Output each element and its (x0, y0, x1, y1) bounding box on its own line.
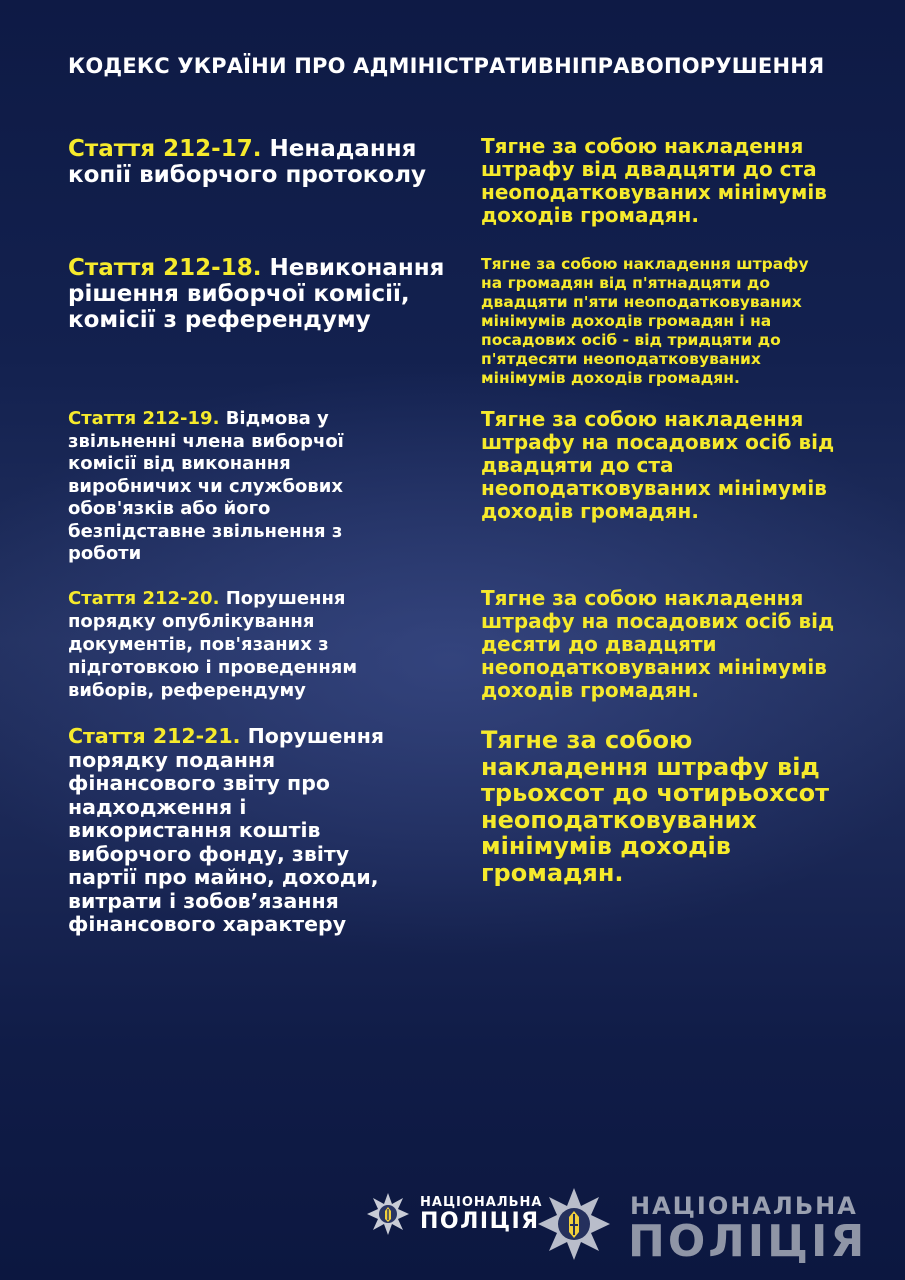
article-212-19 (68, 408, 460, 566)
penalty-line: доходів громадян. (481, 499, 699, 523)
article-line: виробничих чи службових (68, 475, 344, 497)
article-line: порядку опублікування (68, 611, 315, 632)
article-line: витрати і зобов’язання (68, 888, 339, 913)
penalty-line: громадян. (481, 858, 624, 887)
penalty-line: Тягне за собою накладення (481, 586, 804, 610)
penalty-line: доходів громадян. (481, 678, 699, 702)
penalty-212-17 (481, 135, 876, 227)
article-line: порядку подання (68, 747, 276, 772)
page-title: КОДЕКС УКРАЇНИ ПРО АДМІНІСТРАТИВНІПРАВОПОРУШЕННЯ (68, 54, 825, 78)
article-line: використання коштів (68, 818, 321, 842)
penalty-212-19 (481, 408, 876, 523)
penalty-line: неоподатковуваних мінімумів (481, 655, 827, 679)
penalty-line: штрафу від двадцяти до ста (481, 157, 817, 181)
article-line: комісії з референдуму (68, 307, 371, 333)
article-line (68, 725, 460, 749)
penalty-line: Тягне за собою накладення (481, 134, 804, 158)
logo-line-2: ПОЛІЦІЯ (420, 1209, 540, 1234)
penalty-line: мінімумів доходів громадян. (481, 369, 740, 387)
penalty-line: мінімумів доходів громадян і на (481, 312, 772, 330)
article-line: виборчого фонду, звіту (68, 841, 350, 866)
penalty-line: п'ятдесяти неоподатковуваних (481, 350, 761, 368)
penalty-line: неоподатковуваних мінімумів (481, 476, 827, 500)
penalty-212-21 (481, 727, 876, 886)
penalty-line: двадцяти до ста (481, 453, 674, 477)
article-line: фінансового звіту про (68, 771, 330, 795)
article-line: обов'язків або його (68, 498, 271, 519)
article-number: Стаття 212-20. (68, 588, 220, 609)
article-number: Стаття 212-17. (68, 136, 262, 162)
article-line: звільненні члена виборчої (68, 430, 344, 452)
article-line: виборів, референдуму (68, 680, 306, 701)
article-line: безпідставне звільнення з (68, 520, 343, 542)
article-number: Стаття 212-19. (68, 408, 220, 429)
article-line: копії виборчого протоколу (68, 162, 427, 188)
article-212-21 (68, 725, 460, 937)
article-text: Невиконання (261, 255, 445, 281)
penalty-line: Тягне за собою (481, 726, 693, 754)
article-line: роботи (68, 543, 142, 564)
article-212-20 (68, 587, 460, 702)
article-text: Порушення (240, 724, 385, 748)
penalty-line: трьохсот до чотирьохсот (481, 779, 830, 807)
penalty-line: штрафу на посадових осіб від (481, 430, 835, 454)
logo-line-2: ПОЛІЦІЯ (628, 1216, 868, 1267)
penalty-line: неоподатковуваних мінімумів (481, 180, 827, 204)
logo-line-1: НАЦІОНАЛЬНА (630, 1192, 858, 1220)
penalty-line: доходів громадян. (481, 203, 699, 227)
article-212-17 (68, 136, 460, 188)
penalty-line: десяти до двадцяти (481, 632, 717, 656)
article-line (68, 408, 460, 431)
article-line: підготовкою і проведенням (68, 657, 358, 678)
police-star-icon (536, 1186, 612, 1262)
logo-line-1: НАЦІОНАЛЬНА (420, 1195, 543, 1210)
article-line: фінансового характеру (68, 912, 347, 936)
article-line: партії про майно, доходи, (68, 865, 379, 889)
police-star-icon (366, 1192, 410, 1236)
penalty-line: Тягне за собою накладення (481, 407, 804, 431)
article-line: комісії від виконання (68, 453, 291, 474)
penalty-212-18 (481, 255, 876, 388)
article-text: Порушення (219, 588, 346, 609)
article-line: документів, пов'язаних з (68, 634, 329, 655)
article-line: рішення виборчої комісії, (68, 281, 410, 307)
penalty-line: неоподатковуваних (481, 805, 757, 834)
article-line: надходження і (68, 794, 247, 819)
penalty-line: Тягне за собою накладення штрафу (481, 255, 809, 273)
article-number: Стаття 212-18. (68, 255, 262, 281)
article-text: Відмова у (219, 408, 329, 429)
article-line (68, 136, 460, 162)
penalty-line: посадових осіб - від тридцяти до (481, 331, 781, 349)
penalty-line: мінімумів доходів (481, 832, 731, 860)
article-212-18 (68, 255, 460, 333)
article-line (68, 587, 460, 610)
police-logo-large (536, 1186, 876, 1270)
penalty-line: двадцяти п'яти неоподатковуваних (481, 293, 802, 311)
police-logo-small (366, 1192, 556, 1236)
article-number: Стаття 212-21. (68, 724, 241, 748)
article-text: Ненадання (261, 136, 417, 162)
penalty-line: на громадян від п'ятнадцяти до (481, 274, 771, 292)
article-line (68, 255, 460, 281)
penalty-line: штрафу на посадових осіб від (481, 609, 835, 633)
penalty-212-20 (481, 587, 876, 702)
penalty-line: накладення штрафу від (481, 752, 820, 781)
